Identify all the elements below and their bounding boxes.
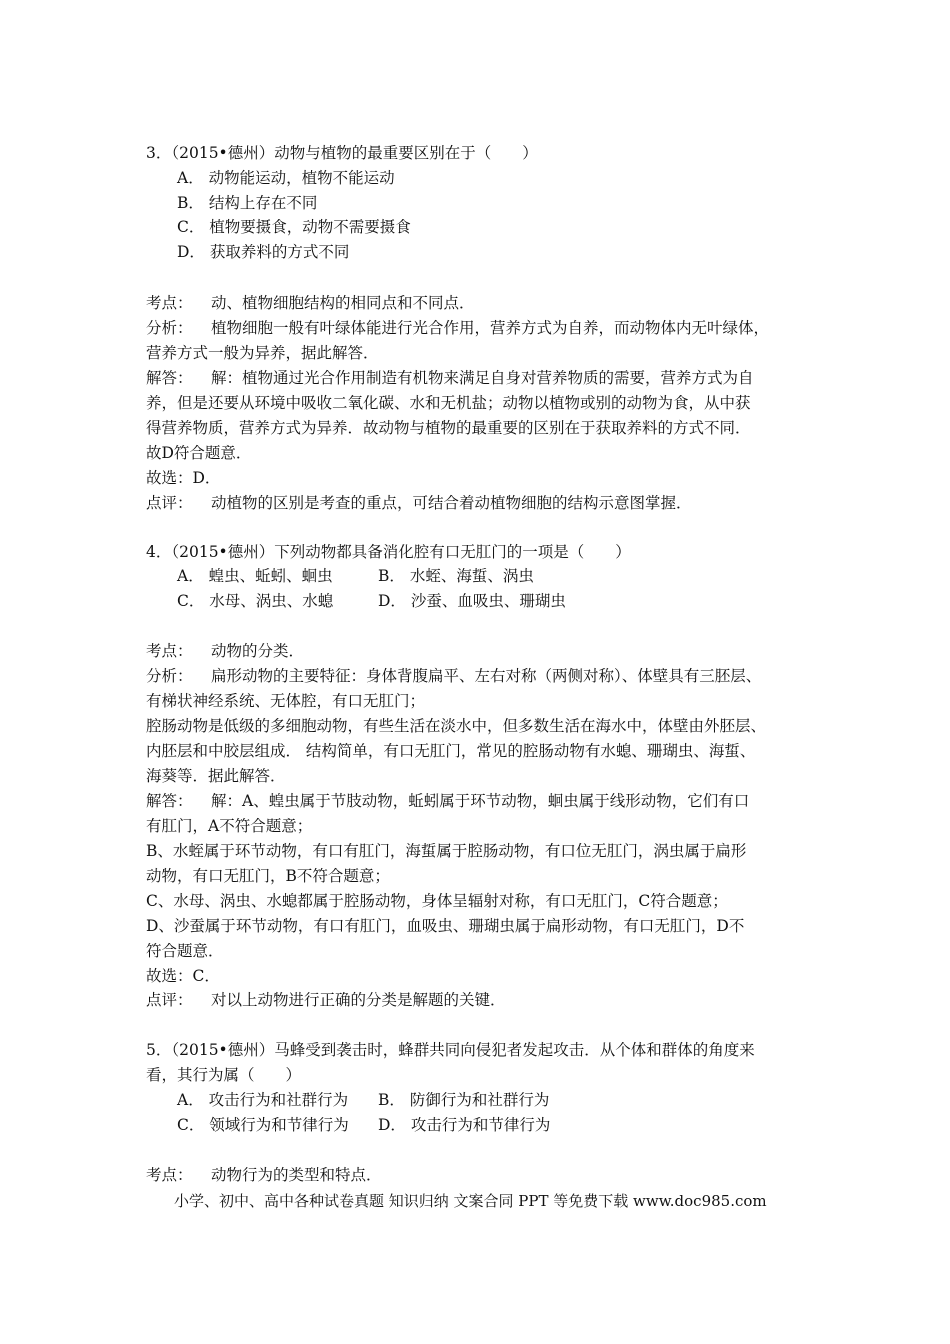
q4-jieda-label: 解答： — [146, 792, 193, 810]
q4-jieda-line: B、水蛭属于环节动物，有口有肛门，海蜇属于腔肠动物，有口位无肛门，涡虫属于扁形 — [146, 842, 747, 860]
q3-option-a: A． 动物能运动，植物不能运动 — [177, 169, 395, 187]
q4-option-b: B． 水蛭、海蜇、涡虫 — [378, 567, 534, 585]
q4-jieda-line: 有肛门，A不符合题意； — [146, 817, 313, 835]
q3-dianping-text: 动植物的区别是考查的重点，可结合着动植物细胞的结构示意图掌握． — [211, 494, 692, 512]
q3-kaodian-label: 考点： — [146, 294, 193, 312]
q4-option-c: C． 水母、涡虫、水螅 — [177, 592, 334, 610]
q3-fenxi-line: 植物细胞一般有叶绿体能进行光合作用，营养方式为自养，而动物体内无叶绿体， — [211, 319, 770, 337]
q5-stem-line: 5．（2015•德州）马蜂受到袭击时，蜂群共同向侵犯者发起攻击．从个体和群体的角度来 — [146, 1041, 755, 1059]
q4-fenxi-line: 内胚层和中胶层组成． 结构简单，有口无肛门，常见的腔肠动物有水螅、珊瑚虫、海蜇、 — [146, 742, 756, 760]
q4-jieda-line: D、沙蚕属于环节动物，有口有肛门，血吸虫、珊瑚虫属于扁形动物，有口无肛门，D不 — [146, 917, 745, 935]
q4-fenxi-line: 腔肠动物是低级的多细胞动物，有些生活在淡水中，但多数生活在海水中，体壁由外胚层、 — [146, 717, 767, 735]
q4-jieda-line: 动物，有口无肛门，B不符合题意； — [146, 867, 390, 885]
q3-stem: 3．（2015•德州）动物与植物的最重要区别在于（ ） — [146, 144, 538, 162]
q5-option-c: C． 领域行为和节律行为 — [177, 1116, 349, 1134]
q3-answer: 故选：D． — [146, 469, 221, 487]
q4-option-d: D． 沙蚕、血吸虫、珊瑚虫 — [378, 592, 566, 610]
q3-option-b: B． 结构上存在不同 — [177, 194, 318, 212]
q3-fenxi-line: 营养方式一般为异养，据此解答． — [146, 344, 379, 362]
q5-option-a: A． 攻击行为和社群行为 — [177, 1091, 349, 1109]
q4-dianping-label: 点评： — [146, 991, 193, 1009]
q3-jieda-line: 养，但是还要从环境中吸收二氧化碳、水和无机盐；动物以植物或别的动物为食，从中获 — [146, 394, 751, 412]
q4-dianping-text: 对以上动物进行正确的分类是解题的关键． — [211, 991, 506, 1009]
q5-option-b: B． 防御行为和社群行为 — [378, 1091, 550, 1109]
q4-jieda-line: 符合题意． — [146, 942, 224, 960]
q3-jieda-label: 解答： — [146, 369, 193, 387]
q3-option-c: C． 植物要摄食，动物不需要摄食 — [177, 218, 411, 236]
q3-option-d: D． 获取养料的方式不同 — [177, 243, 350, 261]
q4-kaodian-label: 考点： — [146, 642, 193, 660]
q3-jieda-line: 得营养物质，营养方式为异养．故动物与植物的最重要的区别在于获取养料的方式不同． — [146, 419, 751, 437]
q3-jieda-line: 解：植物通过光合作用制造有机物来满足自身对营养物质的需要，营养方式为自 — [211, 369, 754, 387]
q3-fenxi-label: 分析： — [146, 319, 193, 337]
q4-option-a: A． 蝗虫、蚯蚓、蛔虫 — [177, 567, 333, 585]
q5-kaodian-text: 动物行为的类型和特点． — [211, 1166, 382, 1184]
page-footer: 小学、初中、高中各种试卷真题 知识归纳 文案合同 PPT 等免费下载 www.doc985.com — [174, 1192, 767, 1210]
q5-option-d: D． 攻击行为和节律行为 — [378, 1116, 551, 1134]
q4-jieda-line: 解：A、蝗虫属于节肢动物，蚯蚓属于环节动物，蛔虫属于线形动物，它们有口 — [211, 792, 750, 810]
q4-jieda-line: C、水母、涡虫、水螅都属于腔肠动物，身体呈辐射对称，有口无肛门，C符合题意； — [146, 892, 728, 910]
q4-stem: 4．（2015•德州）下列动物都具备消化腔有口无肛门的一项是（ ） — [146, 543, 631, 561]
q5-stem-line: 看，其行为属（ ） — [146, 1066, 302, 1084]
q4-answer: 故选：C． — [146, 967, 220, 985]
q5-kaodian-label: 考点： — [146, 1166, 193, 1184]
q3-dianping-label: 点评： — [146, 494, 193, 512]
q4-kaodian-text: 动物的分类． — [211, 642, 305, 660]
q4-fenxi-line: 扁形动物的主要特征：身体背腹扁平、左右对称（两侧对称）、体壁具有三胚层、 — [211, 667, 762, 685]
q3-jieda-line: 故D符合题意． — [146, 444, 252, 462]
q4-fenxi-label: 分析： — [146, 667, 193, 685]
q4-fenxi-line: 海葵等．据此解答． — [146, 767, 286, 785]
q3-kaodian-text: 动、植物细胞结构的相同点和不同点． — [211, 294, 475, 312]
q4-fenxi-line: 有梯状神经系统、无体腔，有口无肛门； — [146, 692, 426, 710]
